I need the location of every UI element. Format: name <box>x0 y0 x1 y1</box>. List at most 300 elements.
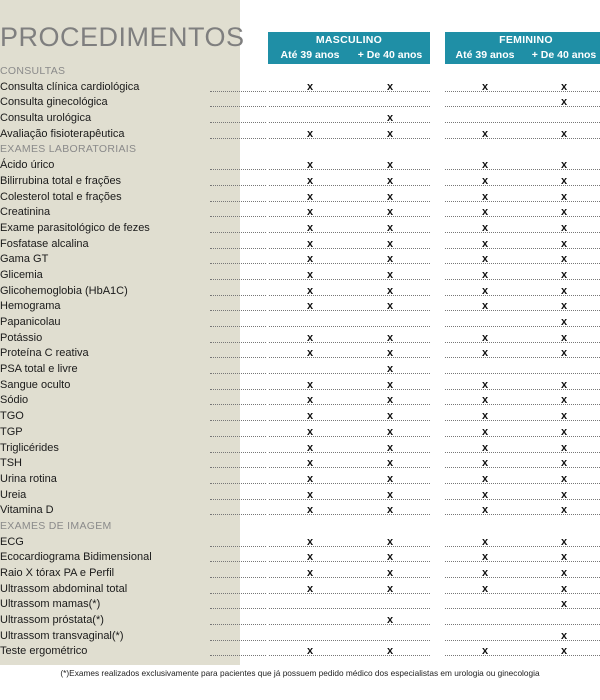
check-mark: x <box>306 410 314 423</box>
dotted-leader <box>269 499 430 500</box>
dotted-leader <box>269 514 430 515</box>
dotted-leader <box>445 561 600 562</box>
check-mark: x <box>560 645 568 658</box>
check-mark: x <box>386 80 394 93</box>
check-mark: x <box>306 237 314 250</box>
check-mark: x <box>306 331 314 344</box>
procedure-label: Glicohemoglobia (HbA1C) <box>0 284 128 297</box>
dotted-leader <box>210 593 266 594</box>
check-mark: x <box>306 378 314 391</box>
check-mark: x <box>560 190 568 203</box>
check-mark: x <box>481 582 489 595</box>
check-mark: x <box>386 284 394 297</box>
table-row <box>0 80 600 96</box>
dotted-leader <box>269 546 430 547</box>
check-mark: x <box>560 394 568 407</box>
procedure-label: TSH <box>0 457 22 470</box>
dotted-leader <box>210 640 266 641</box>
dotted-leader <box>210 138 266 139</box>
check-mark: x <box>481 441 489 454</box>
check-mark: x <box>560 268 568 281</box>
check-mark: x <box>560 504 568 517</box>
section-label: CONSULTAS <box>0 65 66 77</box>
dotted-leader <box>210 216 266 217</box>
dotted-leader <box>269 357 430 358</box>
header-masculino-label: MASCULINO <box>315 34 383 46</box>
check-mark: x <box>306 582 314 595</box>
check-mark: x <box>481 394 489 407</box>
dotted-leader <box>445 467 600 468</box>
dotted-leader <box>269 608 430 609</box>
dotted-leader <box>445 357 600 358</box>
dotted-leader <box>445 420 600 421</box>
dotted-leader <box>445 248 600 249</box>
check-mark: x <box>560 472 568 485</box>
procedure-label: Ecocardiograma Bidimensional <box>0 551 152 564</box>
check-mark: x <box>306 441 314 454</box>
check-mark: x <box>306 206 314 219</box>
check-mark: x <box>386 190 394 203</box>
dotted-leader <box>445 514 600 515</box>
dotted-leader <box>210 655 266 656</box>
check-mark: x <box>386 567 394 579</box>
check-mark: x <box>560 331 568 344</box>
check-mark: x <box>306 535 314 548</box>
dotted-leader <box>445 185 600 186</box>
dotted-leader <box>445 640 600 641</box>
procedure-label: Papanicolau <box>0 316 61 328</box>
header-masculino-ate-39: Até 39 anos <box>280 49 340 61</box>
dotted-leader <box>445 483 600 484</box>
check-mark: x <box>560 206 568 219</box>
dotted-leader <box>269 436 430 437</box>
check-mark: x <box>560 457 568 470</box>
table-row <box>0 425 600 441</box>
check-mark: x <box>386 237 394 250</box>
table-row <box>0 472 600 488</box>
dotted-leader <box>210 373 266 374</box>
dotted-leader <box>210 452 266 453</box>
check-mark: x <box>481 488 489 501</box>
table-row <box>0 268 600 284</box>
table-row <box>0 441 600 457</box>
table-row <box>0 629 600 645</box>
check-mark: x <box>386 331 394 344</box>
check-mark: x <box>386 394 394 407</box>
dotted-leader <box>210 295 266 296</box>
dotted-leader <box>269 201 430 202</box>
page-title: PROCEDIMENTOS <box>0 22 245 52</box>
dotted-leader <box>269 295 430 296</box>
dotted-leader <box>269 577 430 578</box>
dotted-leader <box>445 138 600 139</box>
check-mark: x <box>560 629 568 642</box>
procedure-label: ECG <box>0 535 24 548</box>
section-header <box>0 64 600 80</box>
dotted-leader <box>210 248 266 249</box>
procedure-label: Consulta clínica cardiológica <box>0 80 140 93</box>
table-row <box>0 582 600 598</box>
check-mark: x <box>306 80 314 93</box>
dotted-leader <box>269 326 430 327</box>
dotted-leader <box>445 232 600 233</box>
check-mark: x <box>386 253 394 266</box>
check-mark: x <box>386 582 394 595</box>
dotted-leader <box>210 420 266 421</box>
dotted-leader <box>269 106 430 107</box>
table-row <box>0 456 600 472</box>
check-mark: x <box>560 598 568 611</box>
check-mark: x <box>481 457 489 470</box>
dotted-leader <box>269 561 430 562</box>
dotted-leader <box>210 624 266 625</box>
dotted-leader <box>445 342 600 343</box>
check-mark: x <box>481 567 489 579</box>
procedure-label: Consulta urológica <box>0 112 92 125</box>
dotted-leader <box>445 310 600 311</box>
header-masculino <box>268 32 430 64</box>
check-mark: x <box>560 582 568 595</box>
dotted-leader <box>210 342 266 343</box>
dotted-leader <box>269 373 430 374</box>
dotted-leader <box>210 467 266 468</box>
dotted-leader <box>210 201 266 202</box>
procedure-label: Colesterol total e frações <box>0 190 122 203</box>
section-label: EXAMES DE IMAGEM <box>0 519 112 532</box>
dotted-leader <box>210 389 266 390</box>
procedure-label: Potássio <box>0 331 43 344</box>
dotted-leader <box>445 404 600 405</box>
check-mark: x <box>481 127 489 140</box>
check-mark: x <box>386 614 394 627</box>
dotted-leader <box>269 169 430 170</box>
table-row <box>0 535 600 551</box>
procedure-label: Gama GT <box>0 253 49 266</box>
check-mark: x <box>481 237 489 250</box>
dotted-leader <box>269 655 430 656</box>
check-mark: x <box>560 300 568 313</box>
table-row <box>0 237 600 253</box>
check-mark: x <box>306 394 314 407</box>
check-mark: x <box>306 127 314 140</box>
table-row <box>0 503 600 519</box>
dotted-leader <box>210 310 266 311</box>
dotted-leader <box>269 263 430 264</box>
procedure-label: Sangue oculto <box>0 378 71 391</box>
procedure-label: Ultrassom transvaginal(*) <box>0 629 124 642</box>
check-mark: x <box>481 174 489 187</box>
dotted-leader <box>210 514 266 515</box>
check-mark: x <box>386 457 394 470</box>
check-mark: x <box>560 551 568 564</box>
table-row <box>0 331 600 347</box>
dotted-leader <box>269 122 430 123</box>
dotted-leader <box>269 624 430 625</box>
check-mark: x <box>481 551 489 564</box>
check-mark: x <box>481 221 489 234</box>
table-row <box>0 127 600 143</box>
check-mark: x <box>560 535 568 548</box>
section-header <box>0 142 600 158</box>
check-mark: x <box>386 645 394 658</box>
dotted-leader <box>269 452 430 453</box>
procedure-label: Hemograma <box>0 300 61 313</box>
table-row <box>0 190 600 206</box>
check-mark: x <box>306 504 314 517</box>
check-mark: x <box>560 96 568 109</box>
dotted-leader <box>445 326 600 327</box>
check-mark: x <box>386 472 394 485</box>
procedure-label: Bilirrubina total e frações <box>0 174 122 187</box>
footnote: (*)Exames realizados exclusivamente para pacientes que já possuem pedido médico dos especialistas em urologia ou ginecologia <box>60 668 540 678</box>
check-mark: x <box>560 284 568 297</box>
table-row <box>0 158 600 174</box>
check-mark: x <box>481 253 489 266</box>
table-row <box>0 221 600 237</box>
dotted-leader <box>269 640 430 641</box>
check-mark: x <box>306 425 314 438</box>
dotted-leader <box>210 122 266 123</box>
table-row <box>0 252 600 268</box>
check-mark: x <box>560 425 568 438</box>
dotted-leader <box>269 185 430 186</box>
check-mark: x <box>386 221 394 234</box>
check-mark: x <box>481 425 489 438</box>
procedure-label: Creatinina <box>0 206 51 219</box>
check-mark: x <box>386 410 394 423</box>
table-row <box>0 566 600 582</box>
check-mark: x <box>306 457 314 470</box>
procedure-label: Urina rotina <box>0 472 57 485</box>
check-mark: x <box>386 551 394 564</box>
check-mark: x <box>560 567 568 579</box>
procedure-label: Ultrassom mamas(*) <box>0 598 101 611</box>
table-row <box>0 362 600 378</box>
table-row <box>0 205 600 221</box>
procedure-label: Glicemia <box>0 268 43 281</box>
table-row <box>0 174 600 190</box>
check-mark: x <box>481 331 489 344</box>
procedure-label: TGO <box>0 410 24 423</box>
header-feminino-mais-40: + De 40 anos <box>531 49 597 61</box>
dotted-leader <box>210 185 266 186</box>
table-row <box>0 393 600 409</box>
dotted-leader <box>445 436 600 437</box>
check-mark: x <box>386 206 394 219</box>
table-row <box>0 315 600 331</box>
check-mark: x <box>306 645 314 658</box>
table-row <box>0 613 600 629</box>
check-mark: x <box>386 363 394 376</box>
check-mark: x <box>306 347 314 360</box>
dotted-leader <box>210 483 266 484</box>
check-mark: x <box>481 206 489 219</box>
check-mark: x <box>560 221 568 234</box>
table-row <box>0 597 600 613</box>
dotted-leader <box>269 248 430 249</box>
check-mark: x <box>481 378 489 391</box>
check-mark: x <box>481 535 489 548</box>
check-mark: x <box>306 551 314 564</box>
dotted-leader <box>269 138 430 139</box>
procedure-label: Avaliação fisioterapêutica <box>0 127 125 140</box>
check-mark: x <box>481 410 489 423</box>
dotted-leader <box>445 452 600 453</box>
dotted-leader <box>269 420 430 421</box>
check-mark: x <box>481 504 489 517</box>
dotted-leader <box>445 577 600 578</box>
header-feminino-label: FEMININO <box>499 34 553 46</box>
dotted-leader <box>269 216 430 217</box>
table-row <box>0 284 600 300</box>
dotted-leader <box>445 389 600 390</box>
dotted-leader <box>210 436 266 437</box>
check-mark: x <box>386 268 394 281</box>
table-row <box>0 644 600 660</box>
dotted-leader <box>210 232 266 233</box>
check-mark: x <box>306 300 314 313</box>
dotted-leader <box>445 499 600 500</box>
dotted-leader <box>445 169 600 170</box>
dotted-leader <box>269 232 430 233</box>
dotted-leader <box>269 310 430 311</box>
check-mark: x <box>481 300 489 313</box>
dotted-leader <box>269 389 430 390</box>
check-mark: x <box>386 425 394 438</box>
dotted-leader <box>445 216 600 217</box>
dotted-leader <box>445 106 600 107</box>
check-mark: x <box>560 237 568 250</box>
procedure-label: TGP <box>0 425 23 438</box>
check-mark: x <box>386 159 394 172</box>
check-mark: x <box>560 347 568 360</box>
check-mark: x <box>306 567 314 579</box>
procedure-label: Ultrassom abdominal total <box>0 582 128 595</box>
procedure-label: Consulta ginecológica <box>0 96 108 109</box>
dotted-leader <box>210 91 266 92</box>
check-mark: x <box>560 253 568 266</box>
table-row <box>0 409 600 425</box>
procedure-label: Raio X tórax PA e Perfil <box>0 567 115 579</box>
dotted-leader <box>269 404 430 405</box>
check-mark: x <box>560 127 568 140</box>
procedure-label: Fosfatase alcalina <box>0 237 89 250</box>
check-mark: x <box>481 159 489 172</box>
check-mark: x <box>386 300 394 313</box>
table-row <box>0 550 600 566</box>
check-mark: x <box>386 347 394 360</box>
check-mark: x <box>306 472 314 485</box>
dotted-leader <box>210 561 266 562</box>
check-mark: x <box>306 268 314 281</box>
section-header <box>0 519 600 535</box>
check-mark: x <box>306 284 314 297</box>
check-mark: x <box>386 488 394 501</box>
check-mark: x <box>386 441 394 454</box>
dotted-leader <box>210 499 266 500</box>
dotted-leader <box>445 593 600 594</box>
procedure-label: Ureia <box>0 488 27 501</box>
check-mark: x <box>386 174 394 187</box>
table-row <box>0 488 600 504</box>
procedure-label: Exame parasitológico de fezes <box>0 221 150 234</box>
check-mark: x <box>306 190 314 203</box>
section-label: EXAMES LABORATORIAIS <box>0 143 137 156</box>
dotted-leader <box>210 106 266 107</box>
procedure-label: Ácido úrico <box>0 159 55 172</box>
check-mark: x <box>560 159 568 172</box>
check-mark: x <box>481 347 489 360</box>
dotted-leader <box>445 201 600 202</box>
dotted-leader <box>445 279 600 280</box>
check-mark: x <box>560 378 568 391</box>
dotted-leader <box>445 624 600 625</box>
check-mark: x <box>386 378 394 391</box>
procedures-table <box>0 64 600 660</box>
dotted-leader <box>269 483 430 484</box>
dotted-leader <box>445 122 600 123</box>
procedure-label: Sódio <box>0 394 29 407</box>
procedure-label: Vitamina D <box>0 504 54 517</box>
dotted-leader <box>445 655 600 656</box>
dotted-leader <box>210 608 266 609</box>
dotted-leader <box>210 357 266 358</box>
check-mark: x <box>481 268 489 281</box>
check-mark: x <box>560 441 568 454</box>
procedure-label: PSA total e livre <box>0 363 78 376</box>
header-masculino-mais-40: + De 40 anos <box>357 49 423 61</box>
dotted-leader <box>445 91 600 92</box>
check-mark: x <box>481 645 489 658</box>
procedure-label: Teste ergométrico <box>0 645 88 658</box>
procedure-label: Ultrassom próstata(*) <box>0 614 104 627</box>
procedure-label: Triglicérides <box>0 441 59 454</box>
check-mark: x <box>560 174 568 187</box>
check-mark: x <box>481 472 489 485</box>
dotted-leader <box>210 169 266 170</box>
table-row <box>0 95 600 111</box>
header-feminino-ate-39: Até 39 anos <box>455 49 515 61</box>
check-mark: x <box>560 488 568 501</box>
check-mark: x <box>386 504 394 517</box>
table-row <box>0 378 600 394</box>
check-mark: x <box>386 127 394 140</box>
check-mark: x <box>481 190 489 203</box>
check-mark: x <box>306 221 314 234</box>
dotted-leader <box>445 608 600 609</box>
table-row <box>0 299 600 315</box>
dotted-leader <box>210 263 266 264</box>
dotted-leader <box>210 577 266 578</box>
check-mark: x <box>386 112 394 125</box>
dotted-leader <box>269 593 430 594</box>
check-mark: x <box>481 284 489 297</box>
check-mark: x <box>306 174 314 187</box>
dotted-leader <box>210 326 266 327</box>
dotted-leader <box>445 295 600 296</box>
dotted-leader <box>210 279 266 280</box>
check-mark: x <box>306 488 314 501</box>
table-row <box>0 111 600 127</box>
dotted-leader <box>445 263 600 264</box>
check-mark: x <box>306 253 314 266</box>
dotted-leader <box>269 91 430 92</box>
check-mark: x <box>306 159 314 172</box>
dotted-leader <box>210 404 266 405</box>
dotted-leader <box>269 279 430 280</box>
dotted-leader <box>269 467 430 468</box>
check-mark: x <box>386 535 394 548</box>
